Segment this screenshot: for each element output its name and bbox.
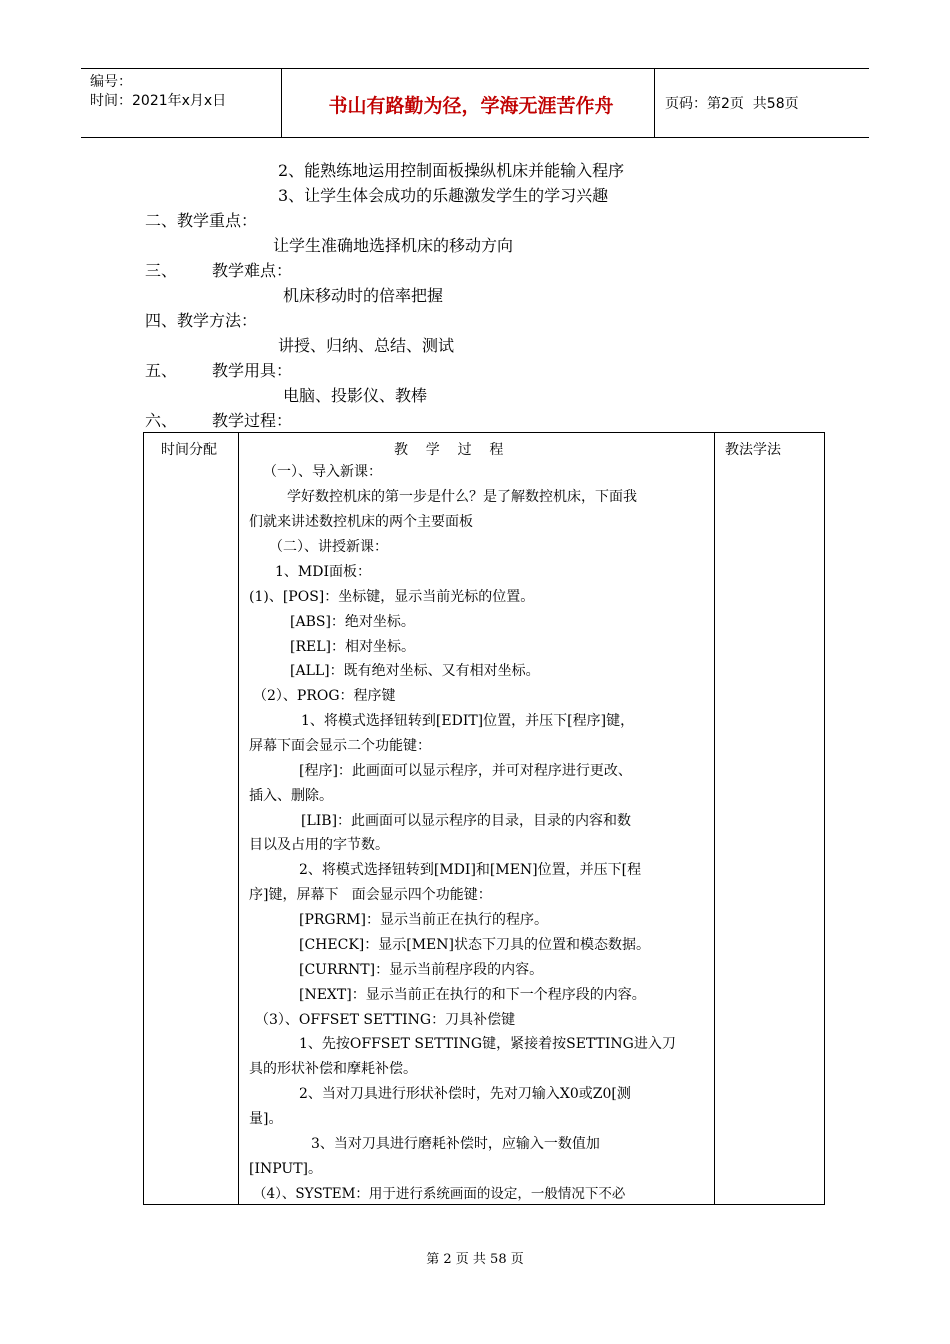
header-teaching-process: 教 学 过 程 [394, 442, 504, 458]
process-line: [NEXT]：显示当前正在执行的和下一个程序段的内容。 [299, 987, 646, 1003]
time-label: 时间：2021年x月x日 [90, 93, 227, 109]
process-line: [PRGRM]：显示当前正在执行的程序。 [299, 912, 548, 928]
page-footer: 第 2 页 共 58 页 [426, 1252, 524, 1267]
section-body-tools: 电脑、投影仪、教棒 [283, 386, 428, 405]
header-time-allocation: 时间分配 [161, 442, 217, 458]
process-line: 屏幕下面会显示二个功能键： [249, 738, 431, 754]
process-line: [ABS]：绝对坐标。 [290, 614, 415, 630]
process-line: 量]。 [249, 1111, 283, 1127]
process-line: [ALL]：既有绝对坐标、又有相对坐标。 [290, 663, 540, 679]
section-num-difficulty: 三、 [145, 261, 178, 280]
process-line: 1、MDI面板： [275, 564, 371, 580]
process-line: (1)、[POS]：坐标键，显示当前光标的位置。 [249, 589, 535, 605]
process-line: 插入、删除。 [249, 788, 333, 804]
header-divider [281, 69, 282, 137]
process-line: 学好数控机床的第一步是什么？是了解数控机床，下面我 [287, 489, 637, 505]
process-line: 1、先按OFFSET SETTING键，紧接着按SETTING进入刀 [299, 1036, 676, 1052]
process-line: 序]键，屏幕下 面会显示四个功能键： [249, 887, 492, 903]
column-divider [238, 433, 239, 1204]
section-body-method: 讲授、归纳、总结、测试 [278, 336, 455, 355]
process-line: [CURRNT]：显示当前程序段的内容。 [299, 962, 544, 978]
header-teaching-method: 教法学法 [725, 442, 781, 458]
section-body-difficulty: 机床移动时的倍率把握 [283, 286, 444, 305]
header-page-info: 页码：第2页 共58页 [665, 96, 799, 112]
process-line: [CHECK]：显示[MEN]状态下刀具的位置和模态数据。 [299, 937, 650, 953]
objective-line: 3、让学生体会成功的乐趣激发学生的学习兴趣 [278, 186, 609, 205]
objective-line: 2、能熟练地运用控制面板操纵机床并能输入程序 [278, 161, 625, 180]
section-num-process: 六、 [145, 411, 178, 430]
process-line: （4）、SYSTEM：用于进行系统画面的设定，一般情况下不必 [253, 1186, 626, 1202]
section-title-tools: 教学用具： [212, 361, 293, 380]
code-label: 编号： [90, 74, 132, 90]
page-header [81, 68, 869, 138]
section-title-method: 四、教学方法： [145, 311, 258, 330]
process-line: 具的形状补偿和摩耗补偿。 [249, 1061, 417, 1077]
header-divider [654, 69, 655, 137]
process-line: （二）、讲授新课： [269, 539, 388, 555]
process-line: [INPUT]。 [249, 1161, 323, 1177]
process-line: （3）、OFFSET SETTING：刀具补偿键 [255, 1012, 516, 1028]
header-motto: 书山有路勤为径，学海无涯苦作舟 [328, 95, 614, 117]
process-line: [REL]：相对坐标。 [290, 639, 415, 655]
section-title-process: 教学过程： [212, 411, 293, 430]
process-line: 目以及占用的字节数。 [249, 837, 389, 853]
section-title-focus: 二、教学重点： [145, 211, 258, 230]
process-line: （2）、PROG：程序键 [253, 688, 396, 704]
process-table [143, 432, 825, 1205]
process-line: 1、将模式选择钮转到[EDIT]位置，并压下[程序]键， [301, 713, 635, 729]
process-line: [程序]：此画面可以显示程序，并可对程序进行更改、 [299, 763, 632, 779]
process-line: 2、将模式选择钮转到[MDI]和[MEN]位置，并压下[程 [299, 862, 642, 878]
process-line: [LIB]：此画面可以显示程序的目录，目录的内容和数 [301, 813, 632, 829]
section-title-difficulty: 教学难点： [212, 261, 293, 280]
section-num-tools: 五、 [145, 361, 178, 380]
column-divider [714, 433, 715, 1204]
process-line: （一）、导入新课： [263, 464, 382, 480]
header-meta [90, 73, 226, 111]
process-line: 2、当对刀具进行形状补偿时，先对刀输入X0或Z0[测 [299, 1086, 631, 1102]
process-line: 们就来讲述数控机床的两个主要面板 [249, 514, 473, 530]
section-body-focus: 让学生准确地选择机床的移动方向 [273, 236, 514, 255]
process-line: 3、当对刀具进行磨耗补偿时，应输入一数值加 [311, 1136, 600, 1152]
